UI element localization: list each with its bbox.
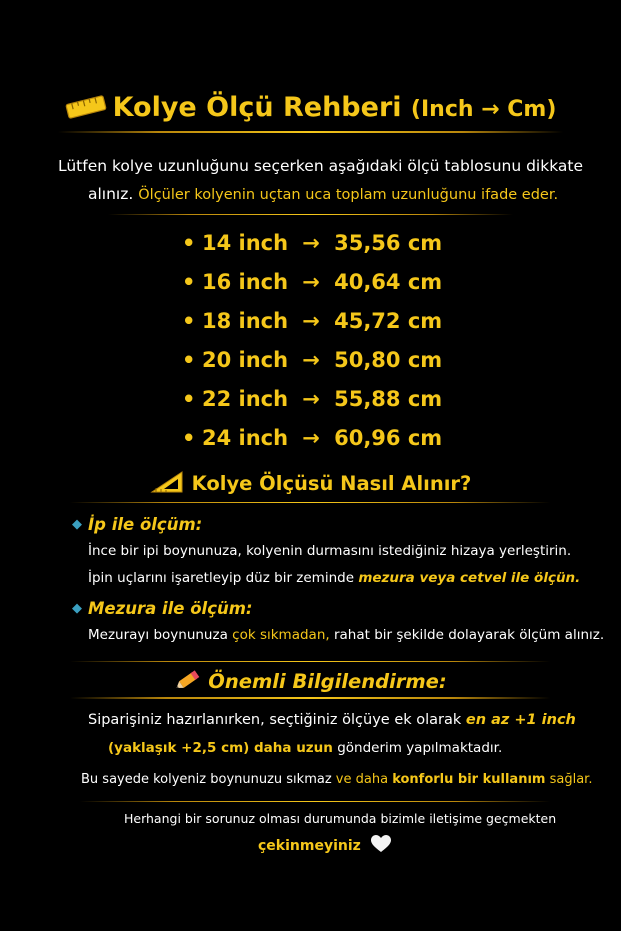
bullet-icon: • (182, 309, 196, 333)
tape-title-text: Mezura ile ölçüm: (88, 599, 253, 618)
important-heading-text: Önemli Bilgilendirme: (208, 670, 447, 693)
size-cm: 35,56 cm (334, 231, 443, 255)
size-inch: 14 inch (202, 231, 289, 255)
contact-line-1: Herhangi bir sorunuz olması durumunda bizimle iletişime geçmekten (124, 811, 557, 826)
bullet-icon: • (182, 348, 196, 372)
arrow-icon: → (302, 387, 320, 411)
rope-title-text: İp ile ölçüm: (88, 515, 203, 534)
contact-line-2 (258, 835, 391, 857)
important-line-3-gold-a: ve daha (335, 772, 389, 787)
rope-line-1: İnce bir ipi boynunuza, kolyenin durmasını istediğiniz hizaya yerleştirin. (88, 543, 572, 559)
important-line-3-gold-c: sağlar. (549, 772, 593, 787)
divider (70, 502, 550, 503)
intro-line-2 (58, 180, 578, 209)
bullet-icon: • (182, 231, 196, 255)
divider (58, 131, 563, 133)
size-item (182, 348, 442, 387)
intro-line-1: Lütfen kolye uzunluğunu seçerken aşağıdaki ölçü tablosunu dikkate (58, 157, 584, 175)
bullet-icon: • (182, 387, 196, 411)
intro-line-2-white: alınız. (88, 185, 134, 203)
how-heading (0, 470, 621, 499)
tape-line (88, 627, 604, 643)
divider (70, 661, 550, 662)
title-main: Kolye Ölçü Rehberi (112, 92, 402, 123)
divider (108, 214, 513, 215)
size-list (182, 231, 442, 465)
rope-line-2-em: mezura veya cetvel ile ölçün. (358, 570, 581, 586)
size-cm: 55,88 cm (334, 387, 443, 411)
important-line-3-gold-b: konforlu bir kullanım (392, 772, 546, 787)
pencil-icon (174, 669, 202, 696)
size-inch: 20 inch (202, 348, 289, 372)
rope-line-2 (88, 570, 580, 586)
diamond-icon: ◆ (72, 601, 82, 616)
size-item (182, 270, 442, 309)
intro-line-2-gold: Ölçüler kolyenin uçtan uca toplam uzunluğunu ifade eder. (138, 187, 559, 203)
arrow-icon: → (302, 231, 320, 255)
bullet-icon: • (182, 426, 196, 450)
size-cm: 40,64 cm (334, 270, 443, 294)
tape-line-c: rahat bir şekilde dolayarak ölçüm alınız. (333, 627, 605, 643)
important-line-1-white: Siparişiniz hazırlanırken, seçtiğiniz ölçüye ek olarak (88, 712, 462, 728)
size-cm: 50,80 cm (334, 348, 443, 372)
size-cm: 60,96 cm (334, 426, 443, 450)
important-line-3 (81, 772, 592, 787)
tape-method-title (72, 599, 253, 618)
title-sub: (Inch → Cm) (410, 97, 557, 122)
important-line-2-white: gönderim yapılmaktadır. (337, 740, 503, 756)
triangle-ruler-icon (150, 470, 184, 499)
intro-text (58, 152, 584, 209)
diamond-icon: ◆ (72, 517, 82, 532)
tape-line-a: Mezurayı boynunuza (88, 627, 228, 643)
size-item (182, 309, 442, 348)
contact-line-2-text: çekinmeyiniz (258, 838, 361, 854)
ruler-icon (65, 94, 107, 127)
important-heading (0, 669, 621, 696)
important-line-2 (108, 740, 502, 756)
rope-line-2-white: İpin uçlarını işaretleyip düz bir zeminde (88, 570, 355, 586)
rope-method-title (72, 515, 202, 534)
size-inch: 18 inch (202, 309, 289, 333)
important-line-3-white: Bu sayede kolyeniz boynunuzu sıkmaz (81, 772, 332, 787)
size-item (182, 426, 442, 465)
white-heart-icon (371, 835, 391, 857)
size-cm: 45,72 cm (334, 309, 443, 333)
arrow-icon: → (302, 309, 320, 333)
size-inch: 16 inch (202, 270, 289, 294)
arrow-icon: → (302, 270, 320, 294)
page-title (0, 92, 621, 127)
important-line-1-em: en az +1 inch (465, 712, 576, 728)
bullet-icon: • (182, 270, 196, 294)
arrow-icon: → (302, 348, 320, 372)
size-inch: 22 inch (202, 387, 289, 411)
important-line-2-gold: (yaklaşık +2,5 cm) daha uzun (108, 740, 333, 756)
arrow-icon: → (302, 426, 320, 450)
divider (80, 801, 550, 802)
how-heading-text: Kolye Ölçüsü Nasıl Alınır? (191, 472, 472, 495)
size-item (182, 387, 442, 426)
size-inch: 24 inch (202, 426, 289, 450)
tape-line-b: çok sıkmadan, (232, 627, 330, 643)
important-line-1 (88, 712, 576, 728)
size-item (182, 231, 442, 270)
divider (70, 697, 550, 699)
